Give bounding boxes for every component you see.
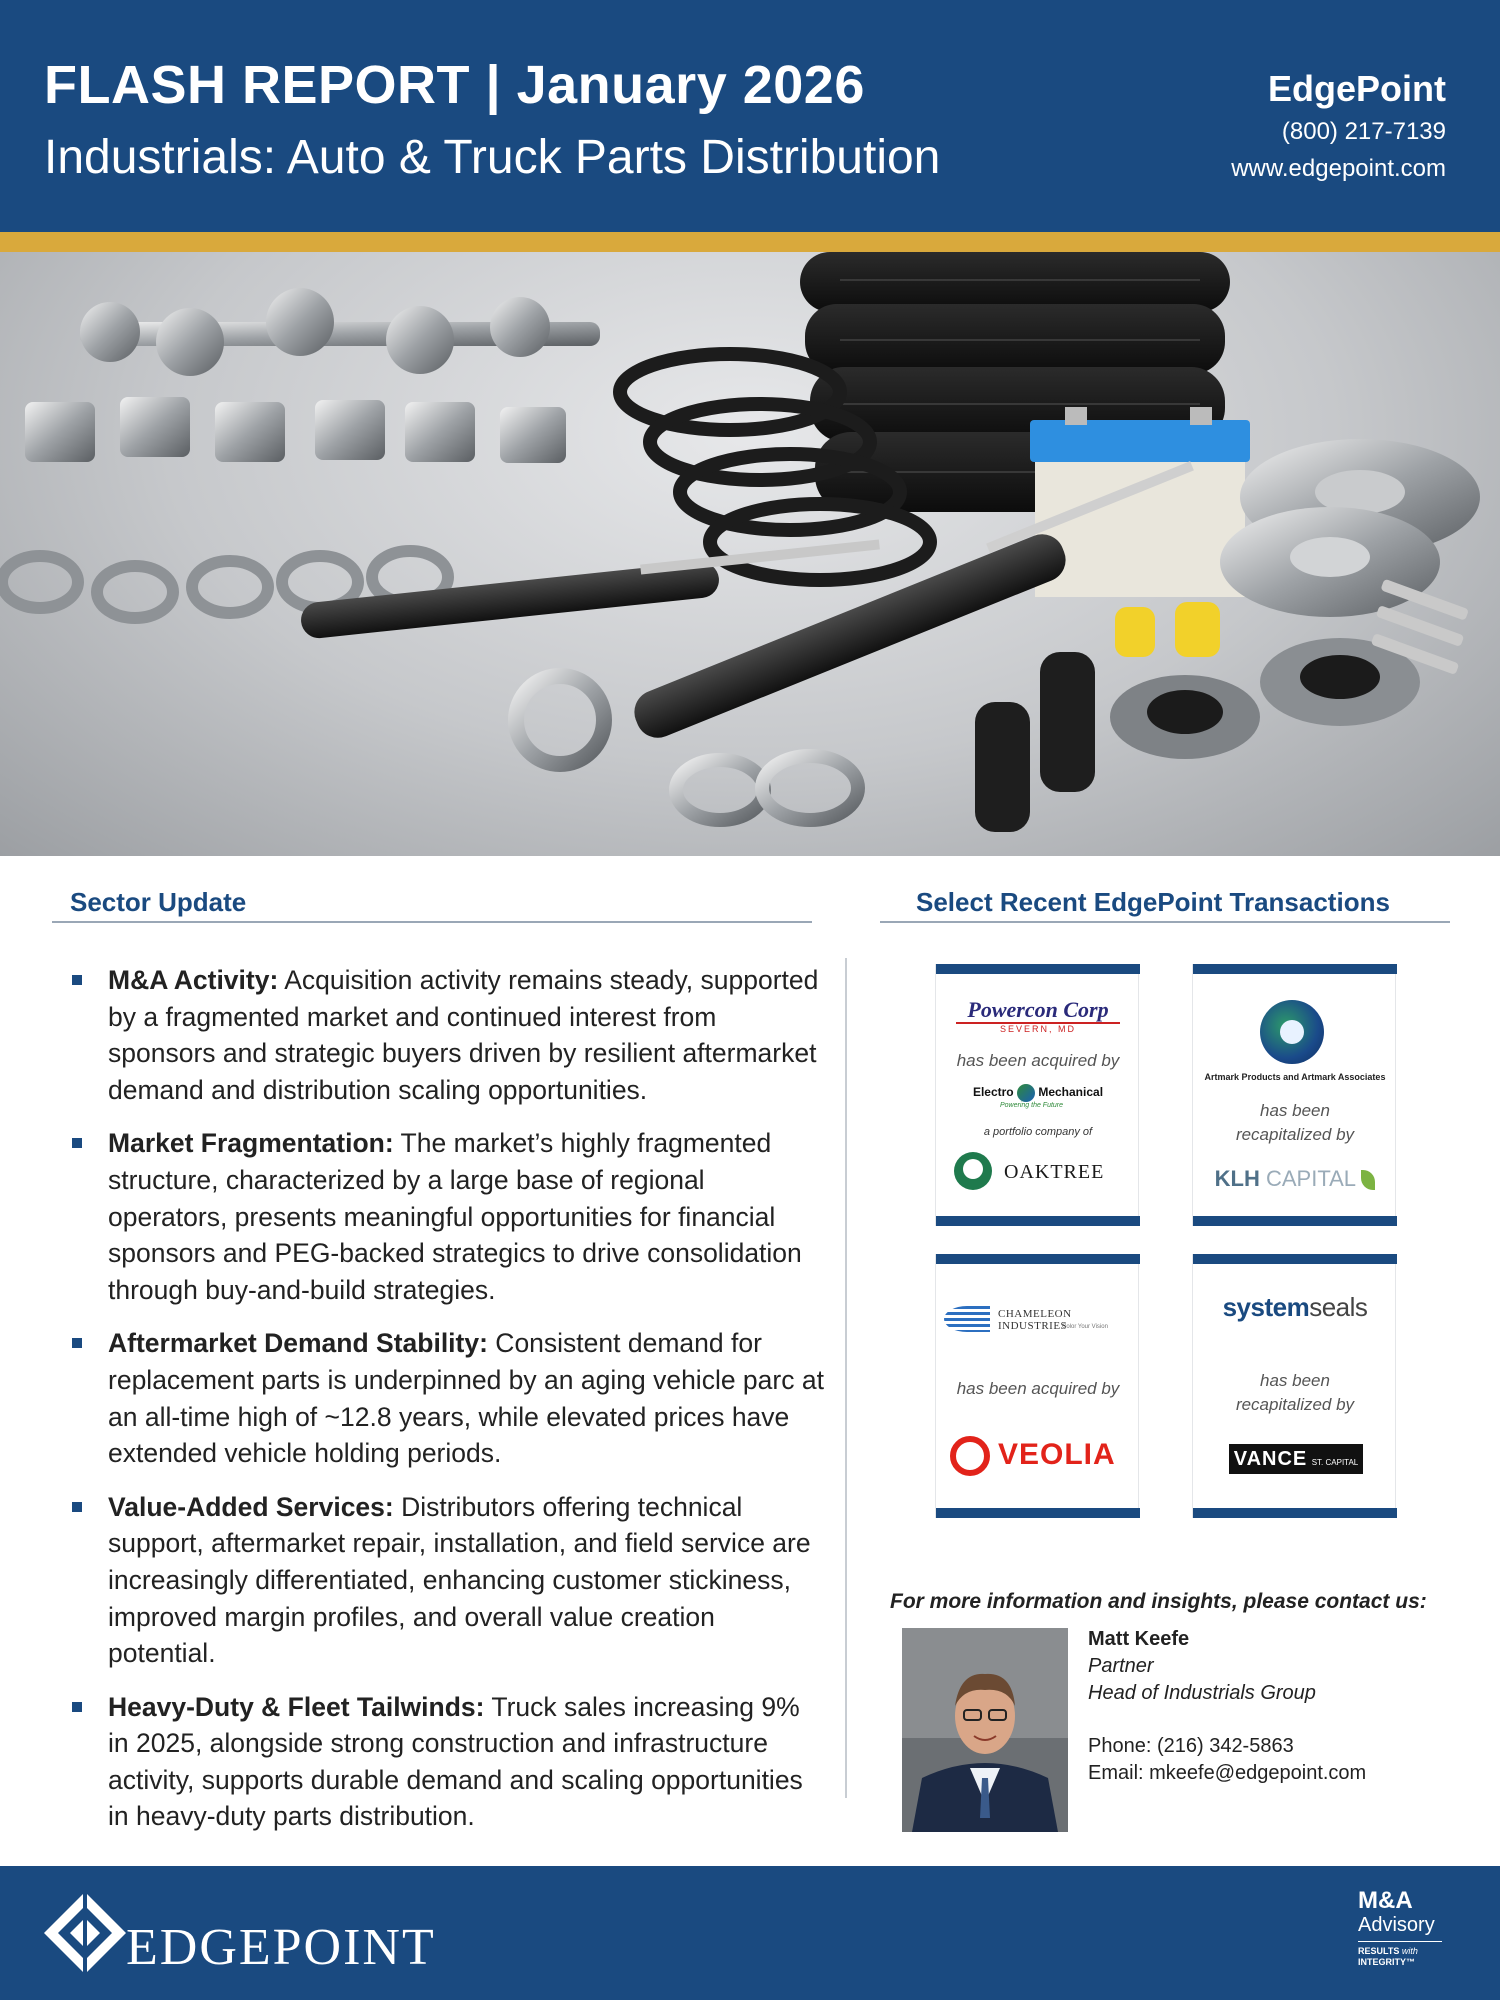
sector-update-list (72, 962, 827, 1852)
sector-update-heading: Sector Update (70, 887, 247, 917)
bullet-square-icon (72, 1502, 82, 1512)
contact-title: Partner (1088, 1655, 1154, 1677)
card-bottom-bar (936, 1508, 1140, 1518)
card-action-text-line2: recapitalized by (1235, 1395, 1355, 1414)
brake-rotors (1220, 439, 1480, 617)
header-brand: EdgePoint (1268, 68, 1446, 109)
header-phone[interactable]: (800) 217-7139 (1281, 118, 1446, 145)
dust-bellows (975, 652, 1095, 832)
bullet-lead: Market Fragmentation: (108, 1128, 394, 1159)
electro-mechanical-logo: Electro Mechanical Powering the Future (972, 1085, 1104, 1109)
transaction-card-artmark[interactable] (1192, 964, 1396, 1226)
gold-accent-bar (0, 232, 1500, 252)
klh-capital-logo: KLH CAPITAL (1193, 1166, 1397, 1192)
contact-photo (902, 1628, 1068, 1832)
report-subtitle: Industrials: Auto & Truck Parts Distribution (44, 131, 941, 184)
sector-update-rule (52, 921, 812, 923)
card-action-text-line2: recapitalized by (1235, 1125, 1355, 1144)
card-bottom-bar (1193, 1216, 1397, 1226)
powercon-logo: Powercon Corp SEVERN, MD (956, 998, 1120, 1034)
bullet-ma-activity (72, 962, 827, 1108)
edgepoint-diamond-icon (40, 1888, 130, 1978)
crankshafts (80, 288, 600, 376)
bullet-text: Truck sales increasing 9% in 2025, alongside strong construction and infrastructure activity, supports durable demand and scaling opportunities in heavy-duty parts distribution. (108, 1691, 803, 1832)
veolia-icon (950, 1436, 990, 1476)
oaktree-logo: OAKTREE (954, 1152, 1124, 1192)
bullet-heavy-duty-fleet (72, 1689, 827, 1835)
bullet-lead: Value-Added Services: (108, 1491, 394, 1522)
pistons (25, 397, 566, 463)
chameleon-logo: CHAMELEON INDUSTRIES Color Your Vision (944, 1304, 1134, 1336)
column-divider (845, 958, 847, 1798)
bullet-square-icon (72, 1338, 82, 1348)
transactions-heading: Select Recent EdgePoint Transactions (916, 887, 1390, 917)
card-action-text: has been acquired by (956, 1051, 1120, 1070)
portfolio-note: a portfolio company of (983, 1126, 1093, 1138)
artmark-logo-text: Artmark Products and Artmark Associates (1204, 1072, 1386, 1082)
page-footer (0, 1866, 1500, 2000)
auto-parts-illustration (0, 252, 1500, 856)
edgepoint-logo: EDGEPOINT (126, 1919, 436, 1976)
contact-phone[interactable]: Phone: (216) 342-5863 (1088, 1735, 1294, 1757)
bullet-text: Acquisition activity remains steady, supported by a fragmented market and continued interest from sponsors and strategic buyers driven by resilient aftermarket demand and distribution scaling opportunities. (108, 965, 819, 1105)
hero-auto-parts-image (0, 252, 1500, 856)
card-action-text-line1: has been (1260, 1371, 1330, 1390)
card-action-text: has been acquired by (956, 1379, 1120, 1398)
bullet-value-added-services (72, 1489, 827, 1672)
bullet-text: Distributors offering technical support, aftermarket repair, installation, and field service are increasingly differentiated, enhancing customer stickiness, improved margin profiles, and overall value creation potential. (108, 1491, 811, 1669)
strut-mounts (1110, 638, 1420, 759)
leaf-icon (1361, 1170, 1375, 1190)
card-action-text-line1: has been (1260, 1101, 1330, 1120)
bullet-lead: Aftermarket Demand Stability: (108, 1328, 488, 1359)
transaction-card-chameleon[interactable] (935, 1254, 1139, 1518)
report-header (0, 0, 1500, 232)
bullet-lead: M&A Activity: (108, 965, 279, 995)
bullet-lead: Heavy-Duty & Fleet Tailwinds: (108, 1691, 485, 1722)
bullet-square-icon (72, 1138, 82, 1148)
card-bottom-bar (936, 1216, 1140, 1226)
vance-capital-logo: VANCE ST. CAPITAL (1229, 1444, 1363, 1474)
card-top-bar (1193, 1254, 1397, 1264)
card-top-bar (1193, 964, 1397, 974)
transaction-card-systemseals[interactable] (1192, 1254, 1396, 1518)
bullet-market-fragmentation (72, 1125, 827, 1308)
systemseals-logo: systemseals (1222, 1292, 1368, 1322)
contact-name: Matt Keefe (1088, 1628, 1190, 1650)
bullet-square-icon (72, 1702, 82, 1712)
bullet-square-icon (72, 975, 82, 985)
card-top-bar (936, 1254, 1140, 1264)
card-bottom-bar (1193, 1508, 1397, 1518)
ma-advisory-badge: M&A Advisory RESULTS with INTEGRITY™ (1358, 1888, 1442, 1968)
person-portrait (902, 1628, 1068, 1832)
contact-role: Head of Industrials Group (1088, 1682, 1316, 1704)
chameleon-swoosh-icon (944, 1306, 990, 1332)
globe-icon (1017, 1084, 1035, 1102)
bullet-text: The market’s highly fragmented structure, characterized by a large base of regional operators, presents meaningful opportunities for financial sponsors and PEG-backed strategics to drive consolidation through buy-and-build strategies. (108, 1128, 802, 1305)
bullet-text: Consistent demand for replacement parts is underpinned by an aging vehicle parc at an all-time high of ~12.8 years, while elevated prices have extended vehicle holding periods. (108, 1328, 824, 1469)
report-title: FLASH REPORT | January 2026 (44, 55, 865, 115)
artmark-logo-center (1280, 1020, 1304, 1044)
contact-heading: For more information and insights, please contact us: (890, 1590, 1427, 1613)
card-top-bar (936, 964, 1140, 974)
bump-stops (1115, 602, 1220, 657)
bullet-aftermarket-demand (72, 1325, 827, 1471)
veolia-logo: VEOLIA (946, 1434, 1130, 1478)
transaction-card-powercon[interactable] (935, 964, 1139, 1226)
transactions-rule (880, 921, 1450, 923)
contact-email[interactable]: Email: mkeefe@edgepoint.com (1088, 1762, 1367, 1784)
header-website-link[interactable]: www.edgepoint.com (1231, 155, 1446, 182)
oaktree-tree-inner (963, 1159, 983, 1179)
